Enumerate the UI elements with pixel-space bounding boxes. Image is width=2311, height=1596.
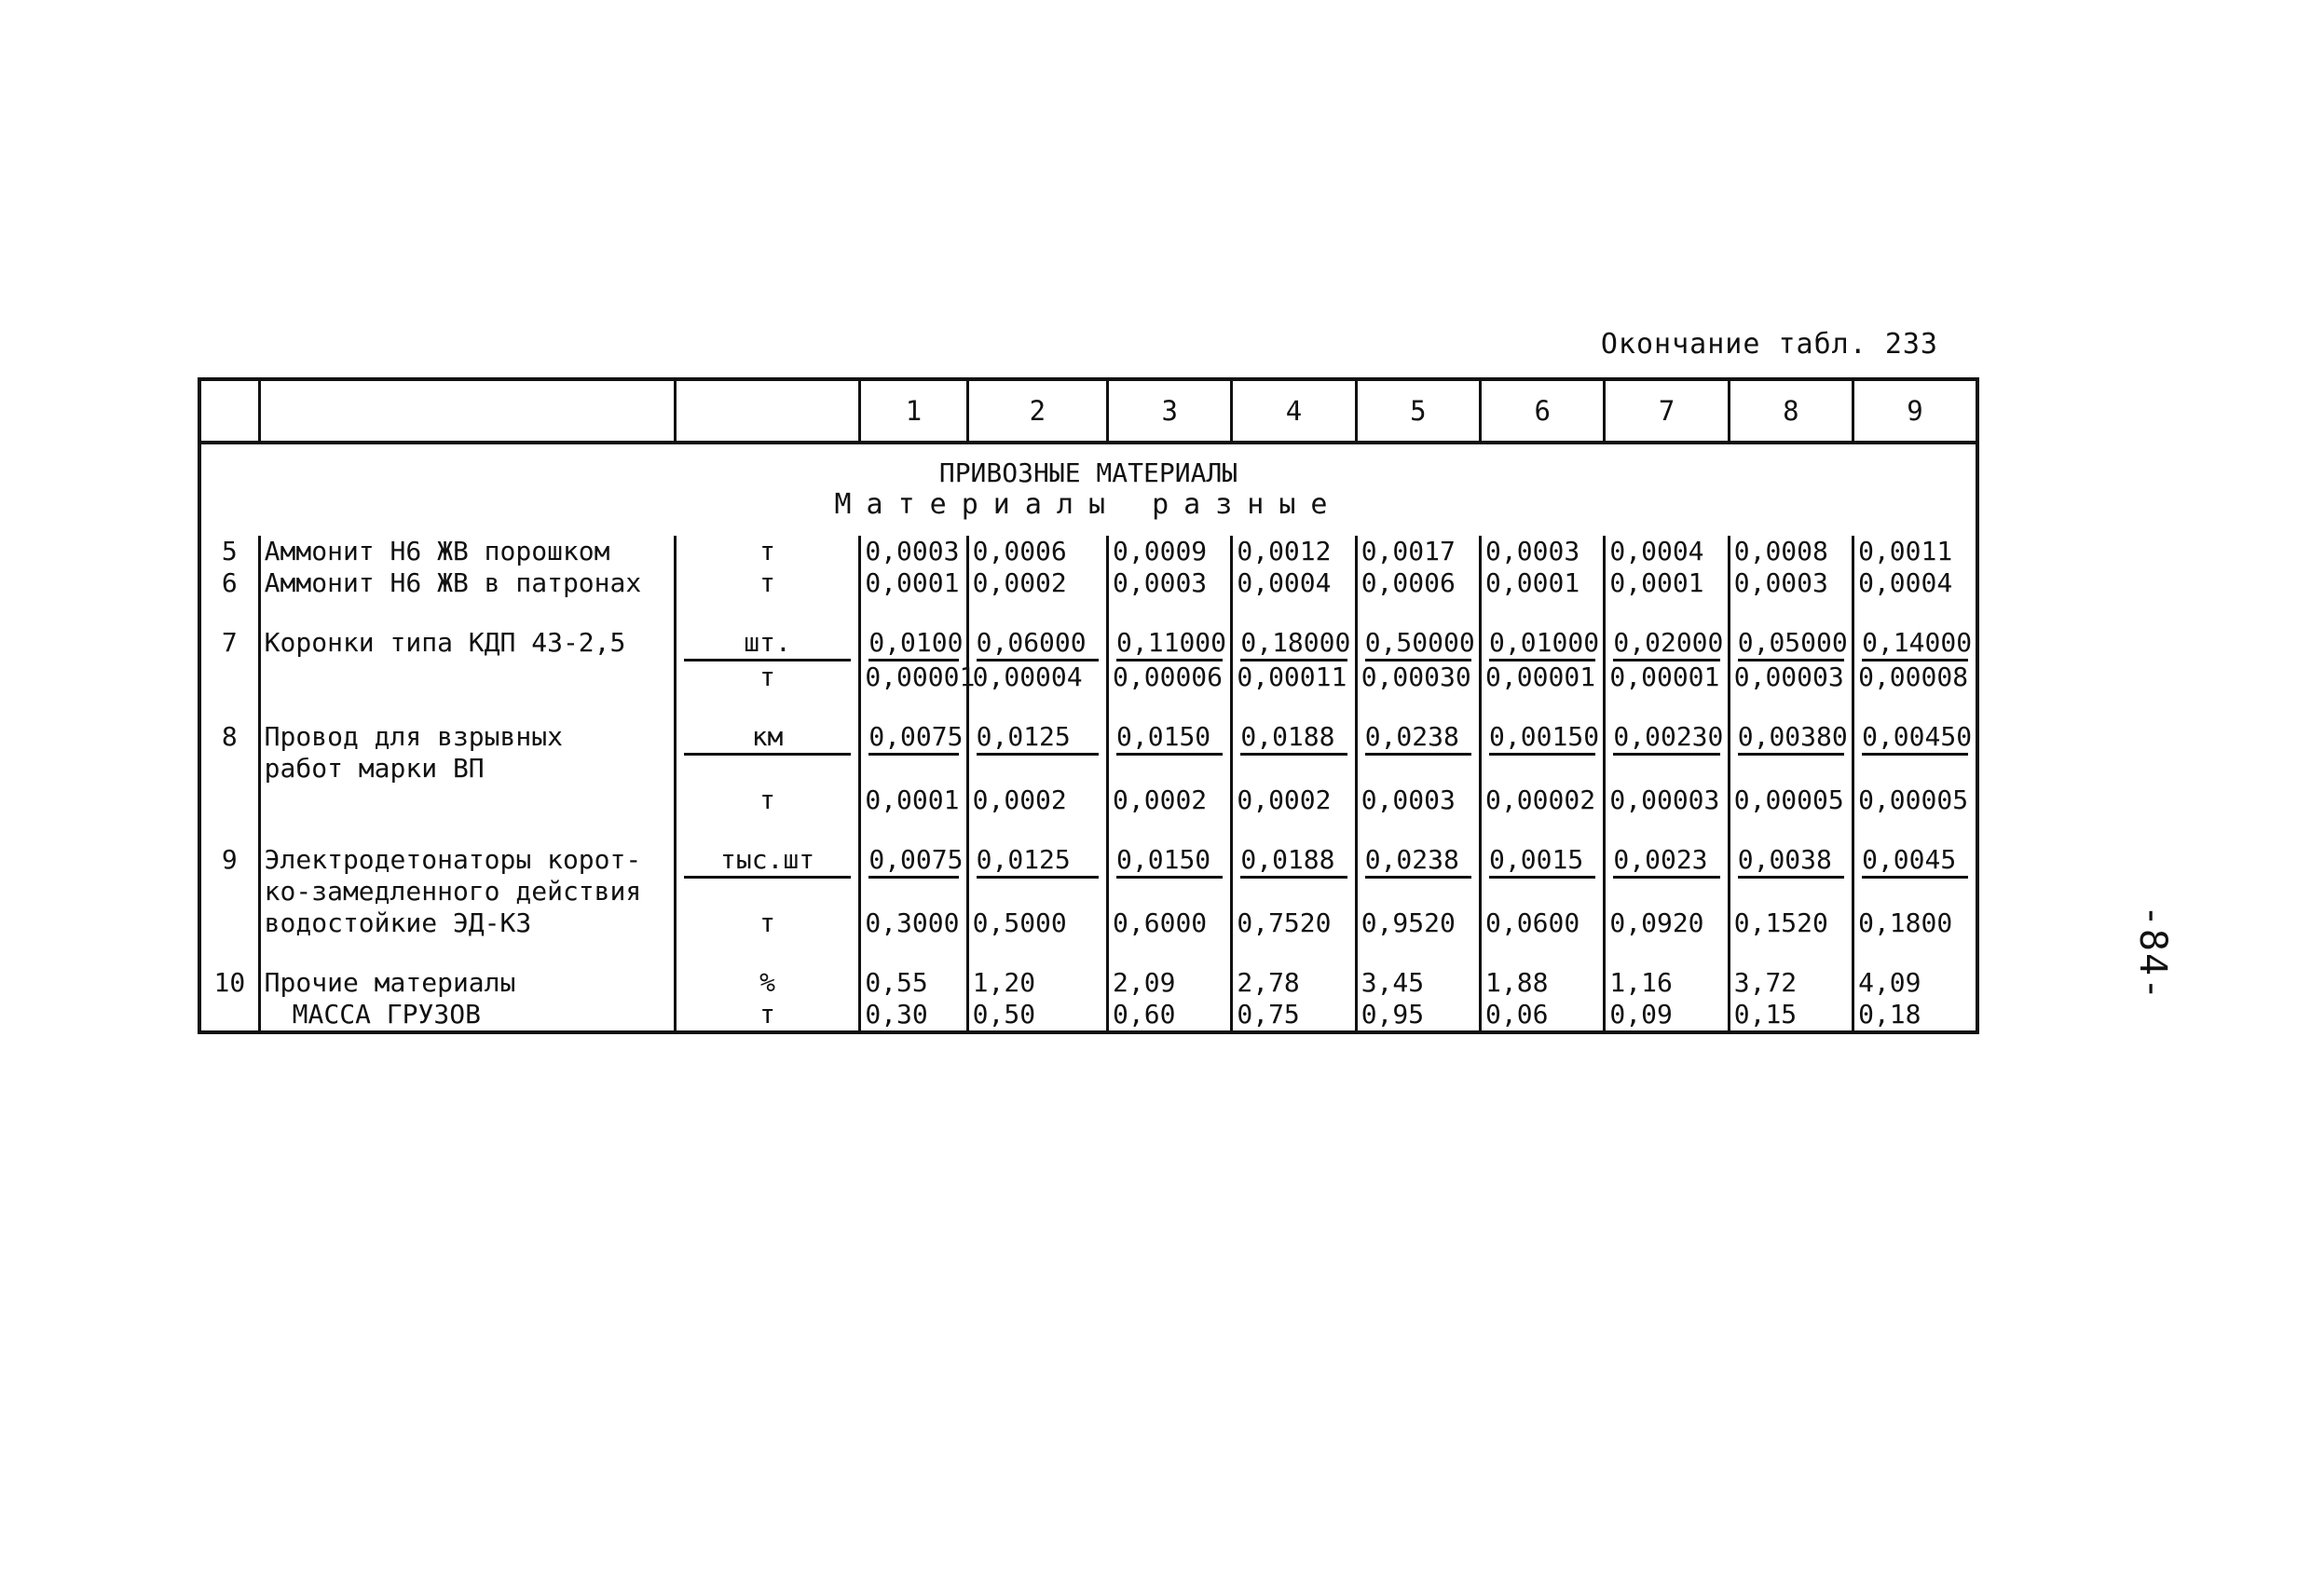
value-cell: 2,09 <box>1108 967 1232 999</box>
value-cell: 0,1520 <box>1729 907 1853 939</box>
unit: т <box>675 999 860 1032</box>
header-col-5: 5 <box>1356 379 1480 443</box>
value-cell: 0,30 <box>860 999 967 1032</box>
row-number: 10 <box>199 967 259 999</box>
value-cell: 0,50 <box>967 999 1107 1032</box>
value-cell: 0,00005 <box>1853 784 1977 816</box>
header-cell-name <box>259 379 675 443</box>
value-cell: 0,0100 <box>860 627 967 662</box>
value-cell: 0,0238 <box>1356 721 1480 784</box>
material-name <box>259 662 675 693</box>
value-cell: 0,00003 <box>1729 662 1853 693</box>
value-cell: 0,0004 <box>1232 567 1356 599</box>
value-cell: 0,0023 <box>1605 844 1729 907</box>
table-row <box>199 999 1977 1032</box>
material-name <box>259 536 675 567</box>
material-name-line: работ марки ВП <box>264 753 485 784</box>
value-cell: 1,88 <box>1481 967 1605 999</box>
material-name <box>259 627 675 662</box>
value-cell: 0,0002 <box>967 567 1107 599</box>
section-subtitle: Материалы разные <box>834 488 1343 521</box>
row-number <box>199 784 259 816</box>
material-name <box>259 907 675 939</box>
table-row <box>199 627 1977 662</box>
header-col-6: 6 <box>1481 379 1605 443</box>
page-number: -84- <box>2131 904 2175 1003</box>
value-cell: 0,50000 <box>1356 627 1480 662</box>
value-cell: 0,05000 <box>1729 627 1853 662</box>
row-number: 7 <box>199 627 259 662</box>
value-cell: 0,00005 <box>1729 784 1853 816</box>
value-cell: 0,0150 <box>1108 844 1232 907</box>
value-cell: 0,0075 <box>860 721 967 784</box>
value-cell: 0,0150 <box>1108 721 1232 784</box>
row-number <box>199 907 259 939</box>
value-cell: 0,0600 <box>1481 907 1605 939</box>
table-row <box>199 662 1977 693</box>
header-col-4: 4 <box>1232 379 1356 443</box>
table-row <box>199 784 1977 816</box>
value-cell: 0,00380 <box>1729 721 1853 784</box>
material-name-line: МАССА ГРУЗОВ <box>292 999 481 1030</box>
value-cell: 0,3000 <box>860 907 967 939</box>
value-cell: 0,75 <box>1232 999 1356 1032</box>
material-name-line: водостойкие ЭД-КЗ <box>264 907 532 938</box>
value-cell: 0,6000 <box>1108 907 1232 939</box>
value-cell: 0,00002 <box>1481 784 1605 816</box>
row-number <box>199 662 259 693</box>
value-cell: 0,00150 <box>1481 721 1605 784</box>
table-row <box>199 536 1977 567</box>
value-cell: 0,9520 <box>1356 907 1480 939</box>
value-cell: 0,00006 <box>1108 662 1232 693</box>
value-cell: 0,0188 <box>1232 721 1356 784</box>
header-col-9: 9 <box>1853 379 1977 443</box>
value-cell: 0,00450 <box>1853 721 1977 784</box>
value-cell: 0,00001 <box>1605 662 1729 693</box>
material-name-line: Аммонит Н6 ЖВ в патронах <box>264 567 642 598</box>
unit: т <box>675 907 860 939</box>
header-row <box>199 379 1977 443</box>
value-cell: 0,0003 <box>1108 567 1232 599</box>
value-cell: 0,0003 <box>1729 567 1853 599</box>
value-cell: 0,0002 <box>1232 784 1356 816</box>
spacer-row <box>199 693 1977 721</box>
material-name-line: Коронки типа КДП 43-2,5 <box>264 627 626 658</box>
value-cell: 0,14000 <box>1853 627 1977 662</box>
section-title: ПРИВОЗНЫЕ МАТЕРИАЛЫ <box>938 457 1238 488</box>
header-cell-unit <box>675 379 860 443</box>
value-cell: 0,00004 <box>967 662 1107 693</box>
value-cell: 0,55 <box>860 967 967 999</box>
unit: шт. <box>675 627 860 662</box>
value-cell: 0,06 <box>1481 999 1605 1032</box>
unit: т <box>675 662 860 693</box>
value-cell: 0,95 <box>1356 999 1480 1032</box>
material-name <box>259 844 675 907</box>
value-cell: 0,0001 <box>860 784 967 816</box>
value-cell: 0,18000 <box>1232 627 1356 662</box>
value-cell: 0,0003 <box>1356 784 1480 816</box>
header-cell-num <box>199 379 259 443</box>
unit: км <box>675 721 860 784</box>
row-number: 5 <box>199 536 259 567</box>
value-cell: 0,0012 <box>1232 536 1356 567</box>
value-cell: 0,0002 <box>1108 784 1232 816</box>
value-cell: 0,00001 <box>860 662 967 693</box>
value-cell: 0,0045 <box>1853 844 1977 907</box>
material-name <box>259 784 675 816</box>
value-cell: 0,00030 <box>1356 662 1480 693</box>
unit: т <box>675 784 860 816</box>
value-cell: 0,0015 <box>1481 844 1605 907</box>
value-cell: 0,0075 <box>860 844 967 907</box>
value-cell: 0,0009 <box>1108 536 1232 567</box>
row-number <box>199 999 259 1032</box>
value-cell: 0,0004 <box>1605 536 1729 567</box>
value-cell: 0,00011 <box>1232 662 1356 693</box>
value-cell: 0,60 <box>1108 999 1232 1032</box>
header-col-3: 3 <box>1108 379 1232 443</box>
material-name-line: Электродетонаторы корот- <box>264 844 642 875</box>
header-col-2: 2 <box>967 379 1107 443</box>
material-name-line: Аммонит Н6 ЖВ порошком <box>264 536 610 566</box>
spacer-row <box>199 599 1977 627</box>
value-cell: 0,0038 <box>1729 844 1853 907</box>
spacer-row <box>199 816 1977 844</box>
value-cell: 0,0003 <box>1481 536 1605 567</box>
value-cell: 0,15 <box>1729 999 1853 1032</box>
value-cell: 0,0004 <box>1853 567 1977 599</box>
table-row <box>199 844 1977 907</box>
value-cell: 0,00230 <box>1605 721 1729 784</box>
value-cell: 0,0001 <box>1605 567 1729 599</box>
table-caption: Окончание табл. 233 <box>1600 328 1938 361</box>
value-cell: 0,0017 <box>1356 536 1480 567</box>
value-cell: 0,0008 <box>1729 536 1853 567</box>
table-row <box>199 721 1977 784</box>
value-cell: 0,18 <box>1853 999 1977 1032</box>
materials-table <box>198 377 1979 1034</box>
spacer-row <box>199 939 1977 967</box>
value-cell: 0,0011 <box>1853 536 1977 567</box>
value-cell: 0,5000 <box>967 907 1107 939</box>
value-cell: 0,00008 <box>1853 662 1977 693</box>
value-cell: 1,16 <box>1605 967 1729 999</box>
unit: т <box>675 567 860 599</box>
unit: т <box>675 536 860 567</box>
material-name <box>259 999 675 1032</box>
table-row <box>199 907 1977 939</box>
value-cell: 1,20 <box>967 967 1107 999</box>
material-name <box>259 567 675 599</box>
row-number: 6 <box>199 567 259 599</box>
value-cell: 0,09 <box>1605 999 1729 1032</box>
row-number: 9 <box>199 844 259 907</box>
value-cell: 3,72 <box>1729 967 1853 999</box>
value-cell: 0,0125 <box>967 721 1107 784</box>
value-cell: 0,0006 <box>1356 567 1480 599</box>
value-cell: 0,0238 <box>1356 844 1480 907</box>
value-cell: 0,11000 <box>1108 627 1232 662</box>
value-cell: 3,45 <box>1356 967 1480 999</box>
value-cell: 0,0001 <box>1481 567 1605 599</box>
value-cell: 2,78 <box>1232 967 1356 999</box>
material-name-line: Провод для взрывных <box>264 721 563 752</box>
value-cell: 0,0003 <box>860 536 967 567</box>
value-cell: 0,00001 <box>1481 662 1605 693</box>
value-cell: 0,0006 <box>967 536 1107 567</box>
value-cell: 0,1800 <box>1853 907 1977 939</box>
value-cell: 0,0125 <box>967 844 1107 907</box>
value-cell: 0,0002 <box>967 784 1107 816</box>
value-cell: 0,0920 <box>1605 907 1729 939</box>
value-cell: 0,02000 <box>1605 627 1729 662</box>
material-name <box>259 967 675 999</box>
value-cell: 0,06000 <box>967 627 1107 662</box>
header-col-7: 7 <box>1605 379 1729 443</box>
unit: % <box>675 967 860 999</box>
value-cell: 0,00003 <box>1605 784 1729 816</box>
table-row <box>199 967 1977 999</box>
header-col-1: 1 <box>860 379 967 443</box>
header-col-8: 8 <box>1729 379 1853 443</box>
value-cell: 0,0001 <box>860 567 967 599</box>
material-name-line: Прочие материалы <box>264 967 516 998</box>
unit: тыс.шт <box>675 844 860 907</box>
value-cell: 0,0188 <box>1232 844 1356 907</box>
row-number: 8 <box>199 721 259 784</box>
material-name <box>259 721 675 784</box>
table-row <box>199 567 1977 599</box>
value-cell: 4,09 <box>1853 967 1977 999</box>
section-title-row <box>199 443 1977 536</box>
material-name-line: ко-замедленного действия <box>264 876 642 907</box>
value-cell: 0,7520 <box>1232 907 1356 939</box>
value-cell: 0,01000 <box>1481 627 1605 662</box>
